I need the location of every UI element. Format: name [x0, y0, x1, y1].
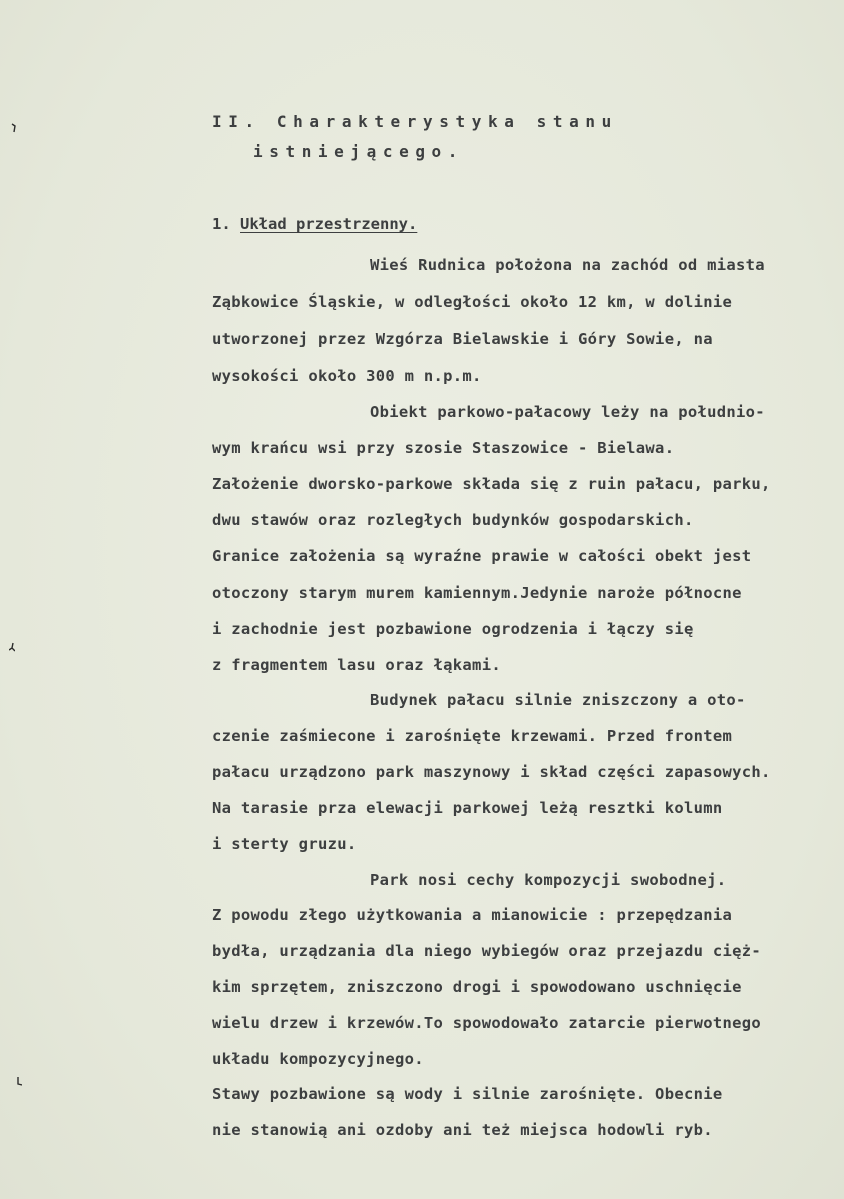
text-line: czenie zaśmiecone i zarośnięte krzewami. Przed frontem: [212, 727, 733, 745]
text-line: bydła, urządzania dla niego wybiegów oraz przejazdu cięż-: [212, 942, 762, 960]
text-line: Granice założenia są wyraźne prawie w całości obekt jest: [212, 547, 752, 565]
text-line: wym krańcu wsi przy szosie Staszowice - Bielawa.: [212, 439, 675, 457]
text-line: wielu drzew i krzewów.To spowodowało zatarcie pierwotnego: [212, 1014, 762, 1032]
text-line: i zachodnie jest pozbawione ogrodzenia i łączy się: [212, 620, 694, 638]
text-line: Park nosi cechy kompozycji swobodnej.: [370, 871, 727, 889]
text-line: z fragmentem lasu oraz łąkami.: [212, 656, 501, 674]
text-line: pałacu urządzono park maszynowy i skład części zapasowych.: [212, 763, 771, 781]
text-line: otoczony starym murem kamiennym.Jedynie naroże północne: [212, 584, 742, 602]
text-line: Budynek pałacu silnie zniszczony a oto-: [370, 691, 746, 709]
text-line: Stawy pozbawione są wody i silnie zarośnięte. Obecnie: [212, 1085, 723, 1103]
text-line: Na tarasie prza elewacji parkowej leżą resztki kolumn: [212, 799, 723, 817]
text-line: układu kompozycyjnego.: [212, 1050, 424, 1068]
chapter-heading-line-2: istniejącego.: [253, 142, 465, 161]
punch-mark-icon: [11, 123, 17, 133]
text-line: Ząbkowice Śląskie, w odległości około 12 km, w dolinie: [212, 293, 733, 311]
text-line: Obiekt parkowo-pałacowy leży na południo-: [370, 403, 765, 421]
section-title: Układ przestrzenny.: [240, 215, 418, 233]
text-line: Założenie dworsko-parkowe składa się z ruin pałacu, parku,: [212, 475, 771, 493]
text-line: nie stanowią ani ozdoby ani też miejsca hodowli ryb.: [212, 1121, 713, 1139]
text-line: Z powodu złego użytkowania a mianowicie : przepędzania: [212, 906, 733, 924]
text-line: i sterty gruzu.: [212, 835, 357, 853]
text-line: Wieś Rudnica położona na zachód od miasta: [370, 256, 765, 274]
chapter-heading-line-1: II. Charakterystyka stanu: [212, 112, 618, 131]
text-line: wysokości około 300 m n.p.m.: [212, 367, 482, 385]
text-line: kim sprzętem, zniszczono drogi i spowodowano uschnięcie: [212, 978, 742, 996]
section-number: 1.: [212, 215, 231, 233]
section-heading: [212, 214, 417, 234]
punch-mark-icon: [9, 642, 15, 652]
punch-mark-icon: [16, 1076, 22, 1086]
text-line: utworzonej przez Wzgórza Bielawskie i Góry Sowie, na: [212, 330, 713, 348]
text-line: dwu stawów oraz rozległych budynków gospodarskich.: [212, 511, 694, 529]
